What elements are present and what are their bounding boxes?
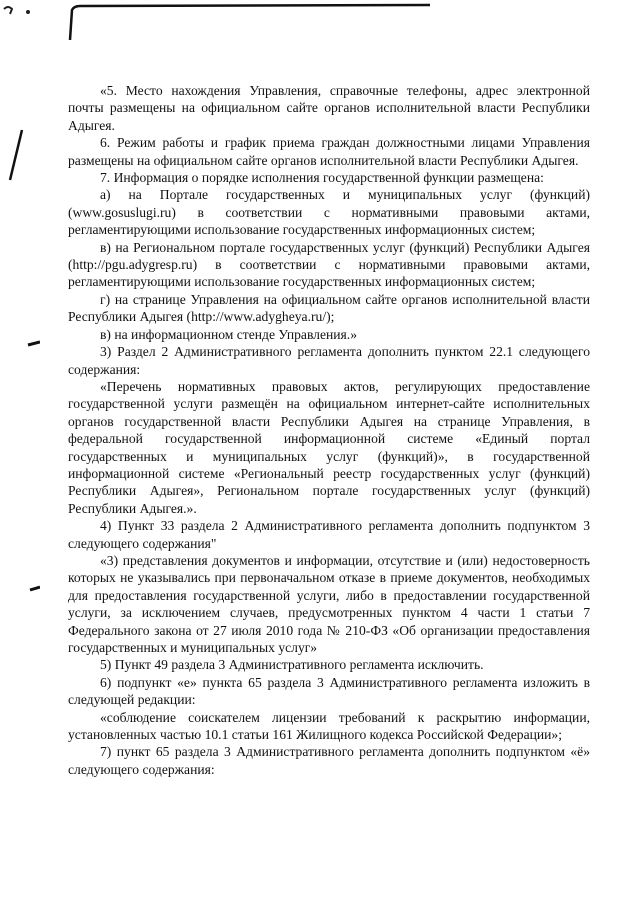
margin-dash-mark <box>28 342 40 345</box>
paragraph-legal-acts-list: «Перечень нормативных правовых актов, регулирующих предоставление государственной услуги размещён на официальном интернет-сайте исполнительных органов государственной власти Республики Адыгея на странице Управления, в федеральной государственной информационной системе «Единый портал государственных и муниципальных услуг (функций)», в государственной информационной системе «Региональный реестр государственных услуг (функций) Республики Адыгея», Региональном портале государственных услуг (функций) Республики Адыгея.». <box>68 378 590 516</box>
paragraph-item-3: 3) Раздел 2 Административного регламента дополнить пунктом 22.1 следующего содержания: <box>68 344 590 377</box>
paragraph-7g-website: г) на странице Управления на официальном сайте органов исполнительной власти Республики Адыгея (http://www.adygheya.ru/); <box>68 291 590 325</box>
paragraph-subitem-3: «3) представления документов и информации, отсутствие и (или) недостоверность которых не указывались при первоначальном отказе в приеме документов, необходимых для предоставления государственной услуги, либо в предоставлении государственной услуги, за исключением случаев, предусмотренных пунктом 4 части 1 статьи 7 Федерального закона от 27 июля 2010 года № 210-ФЗ «Об организации предоставления государственных и муниципальных услуг» <box>68 552 590 655</box>
paragraph-7v-stand: в) на информационном стенде Управления.» <box>100 326 357 342</box>
scan-top-edge-artifacts <box>0 0 640 40</box>
paragraph-7b-regional-portal: в) на Региональном портале государственных услуг (функций) Республики Адыгея (http://pgu.adygresp.ru) в соответствии с нормативными правовыми актами, регламентирующими использование государственных информационных систем; <box>68 239 590 290</box>
paragraph-item-5: 5) Пункт 49 раздела 3 Административного регламента исключить. <box>100 657 484 673</box>
paragraph-item-6: 6) подпункт «е» пункта 65 раздела 3 Административного регламента изложить в следующей редакции: <box>68 674 590 708</box>
paragraph-6-schedule: 6. Режим работы и график приема граждан должностными лицами Управления размещены на официальном сайте органов исполнительной власти Республики Адыгея. <box>68 135 590 168</box>
margin-pen-marks <box>0 0 40 905</box>
paragraph-license-compliance: «соблюдение соискателем лицензии требований к раскрытию информации, установленных частью 10.1 статьи 161 Жилищного кодекса Российской Федерации»; <box>68 709 590 743</box>
paragraph-item-7: 7) пункт 65 раздела 3 Административного регламента дополнить подпунктом «ё» следующего содержания: <box>68 744 590 777</box>
paragraph-7a-gosuslugi: а) на Портале государственных и муниципальных услуг (функций) (www.gosuslugi.ru) в соответствии с нормативными правовыми актами, регламентирующими использование государственных информационных систем; <box>68 187 590 238</box>
paragraph-item-4: 4) Пункт 33 раздела 2 Административного регламента дополнить подпунктом 3 следующего содержания" <box>68 518 590 551</box>
paragraph-5-location: «5. Место нахождения Управления, справочные телефоны, адрес электронной почты размещены на официальном сайте органов исполнительной власти Республики Адыгея. <box>68 83 590 133</box>
scan-top-border-line <box>70 5 430 40</box>
document-body <box>68 82 590 778</box>
paragraph-7-info: 7. Информация о порядке исполнения государственной функции размещена: <box>100 170 544 186</box>
margin-dash-mark <box>30 587 40 590</box>
margin-slash-mark <box>10 130 22 180</box>
